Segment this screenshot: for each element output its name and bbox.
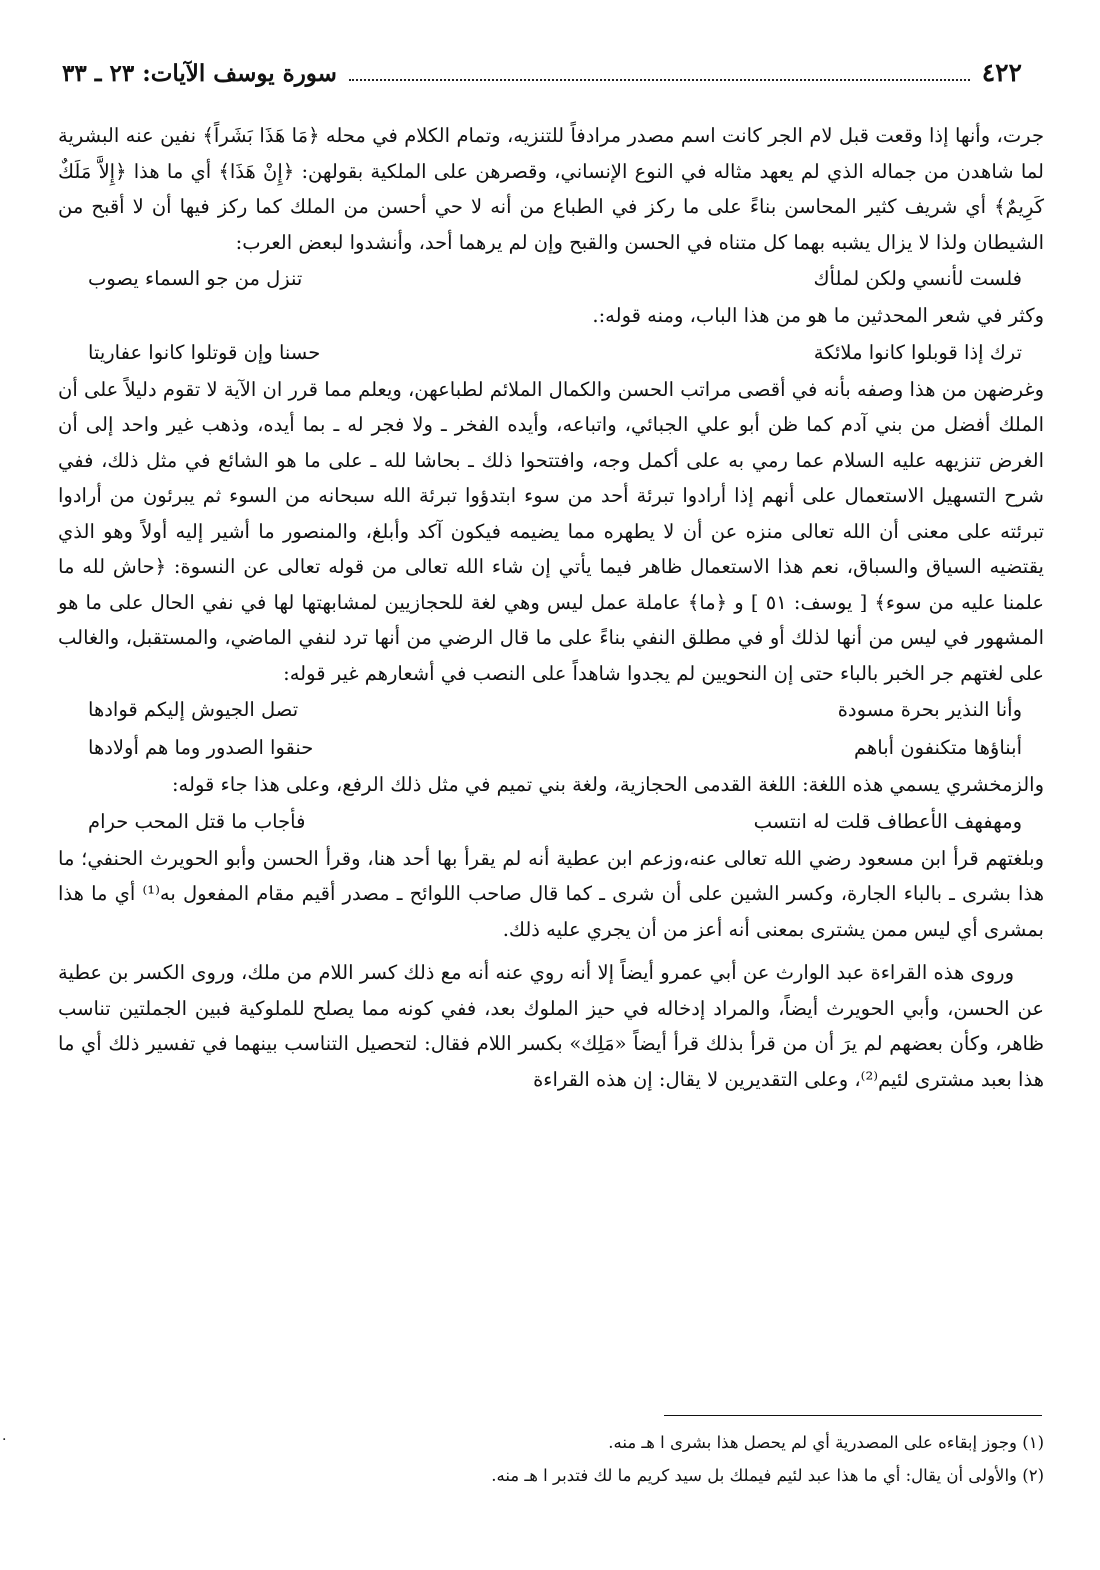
verse-second-hemistich: حسنا وإن قوتلوا كانوا عفاريتا [88,340,321,364]
poetry-verse [58,729,1044,767]
footnote: (٢) والأولى أن يقال: أي ما هذا عبد لئيم فيملك بل سيد كريم ما لك فتدبر ا هـ منه. [491,1466,1044,1485]
paragraph: والزمخشري يسمي هذه اللغة: اللغة القدمى الحجازية، ولغة بني تميم في مثل ذلك الرفع، وعلى هذا جاء قوله: [171,773,1044,796]
margin-mark: · [2,1432,7,1448]
verse-first-hemistich: فلست لأنسي ولكن لملأك [813,267,1022,290]
paragraph: وروى هذه القراءة عبد الوارث عن أبي عمرو أيضاً إلا أنه روي عنه أنه مع ذلك كسر اللام من ملك، وروى الكسر بن عطية عن الحسن، وأبي الحويرث أيضاً، والمراد إدخاله في حيز الملوك بعد، ففي كونه مما يصلح للملوكية فبين الجملتين تناسب ظاهر، وكأن بعضهم لم يرَ أن من قرأ بذلك قرأ أيضاً «مَلِك» بكسر اللام فقال: لتحصيل التناسب بينهما في تفسير ذلك أي ما هذا بعبد مشترى لئيم⁽²⁾، وعلى التقديرين لا يقال: إن هذه القراءة [58,961,1044,1091]
poetry-verse [58,334,1044,372]
paragraph: وغرضهن من هذا وصفه بأنه في أقصى مراتب الحسن والكمال الملائم لطباعهن، ويعلم مما قرر ان الآية لا تقوم دليلاً على أن الملك أفضل من بني آدم كما ظن أبو علي الجبائي، واتباعه، وأيده الفخر ـ ولا فجر له ـ بما أيده، وذهب غير واحد إلى أن الغرض تنزيهه عليه السلام عما رمي به على أكمل وجه، وافتتحوا ذلك ـ بحاشا لله ـ على ما هو الشائع في مثل ذلك، ففي شرح التسهيل الاستعمال على أنهم إذا أرادوا تبرئة أحد من سوء ابتدؤوا تبرئة الله سبحانه من السوء ثم يبرئون من أرادوا تبرئته على معنى أن الله تعالى منزه عن أن لا يطهره مما يضيمه فيكون آكد وأبلغ، والمنصور ما أشير إليه أولاً وهو الذي يقتضيه السياق والسباق، نعم هذا الاستعمال ظاهر فيما يأتي إن شاء الله تعالى من قوله تعالى عن النسوة: ﴿حاش لله ما علمنا عليه من سوء﴾ [ يوسف: ٥١ ] و ﴿ما﴾ عاملة عمل ليس وهي لغة للحجازيين لمشابهتها لها في نفي الحال على ما هو المشهور في ليس من أنها لذلك أو في مطلق النفي بناءً على ما قال الرضي من أنها ترد لنفي الماضي، والمستقبل، والغالب على لغتهم جر الخبر بالباء حتى إن النحويين لم يجدوا شاهداً على النصب في أشعارهم غير قوله: [58,377,1044,685]
verse-second-hemistich: تصل الجيوش إليكم قوادها [88,698,299,721]
page-header [62,58,1022,98]
header-dot-leader [349,61,970,81]
verse-first-hemistich: ترك إذا قوبلوا كانوا ملائكة [813,340,1022,364]
poetry-verse [58,691,1044,729]
poetry-verse [58,803,1044,841]
verse-second-hemistich: حنقوا الصدور وما هم أولادها [88,736,314,759]
page-number: ٤٢٢ [981,58,1022,87]
footnote-separator [664,1415,1042,1416]
paragraph: وبلغتهم قرأ ابن مسعود رضي الله تعالى عنه،وزعم ابن عطية أنه لم يقرأ بها أحد هنا، وقرأ الحسن وأبو الحويرث الحنفي؛ ما هذا بشرى ـ بالباء الجارة، وكسر الشين على أن شرى ـ كما قال صاحب اللوائح ـ مصدر أقيم مقام المفعول به⁽¹⁾ أي ما هذا بمشرى أي ليس ممن يشترى بمعنى أنه أعز من أن يجري عليه ذلك. [58,846,1044,941]
verse-first-hemistich: ومهفهف الأعطاف قلت له انتسب [753,809,1022,833]
running-title: سورة يوسف الآيات: ٢٣ ـ ٣٣ [62,60,337,87]
paragraph: جرت، وأنها إذا وقعت قبل لام الجر كانت اسم مصدر مرادفاً للتنزيه، وتمام الكلام في محله ﴿مَا هَذَا بَشَراً﴾ نفين عنه البشرية لما شاهدن من جماله الذي لم يعهد مثاله في النوع الإنساني، وقصرهن على الملكية بقولهن: ﴿إِنْ هَذَا﴾ أي ما هذا ﴿إِلاَّ مَلَكٌ كَرِيمٌ﴾ أي شريف كثير المحاسن بناءً على ما ركز في الطباع من أنه لا حي أحسن من الملك كما ركز فيها أن لا أقبح من الشيطان ولذا لا يزال يشبه بهما كل متناه في الحسن والقبح وإن لم يرهما أحد، وأنشدوا لبعض العرب: [58,124,1044,254]
footnotes [58,1426,1044,1492]
verse-first-hemistich: أبناؤها متكنفون أباهم [854,736,1022,759]
paragraph: وكثر في شعر المحدثين ما هو من هذا الباب، ومنه قوله:. [592,304,1044,327]
main-text [58,118,1044,1097]
footnote: (١) وجوز إبقاءه على المصدرية أي لم يحصل هذا بشرى ا هـ منه. [608,1433,1044,1452]
verse-second-hemistich: فأجاب ما قتل المحب حرام [88,809,306,833]
verse-first-hemistich: وأنا النذير بحرة مسودة [837,698,1022,721]
poetry-verse [58,260,1044,298]
verse-second-hemistich: تنزل من جو السماء يصوب [88,267,303,290]
